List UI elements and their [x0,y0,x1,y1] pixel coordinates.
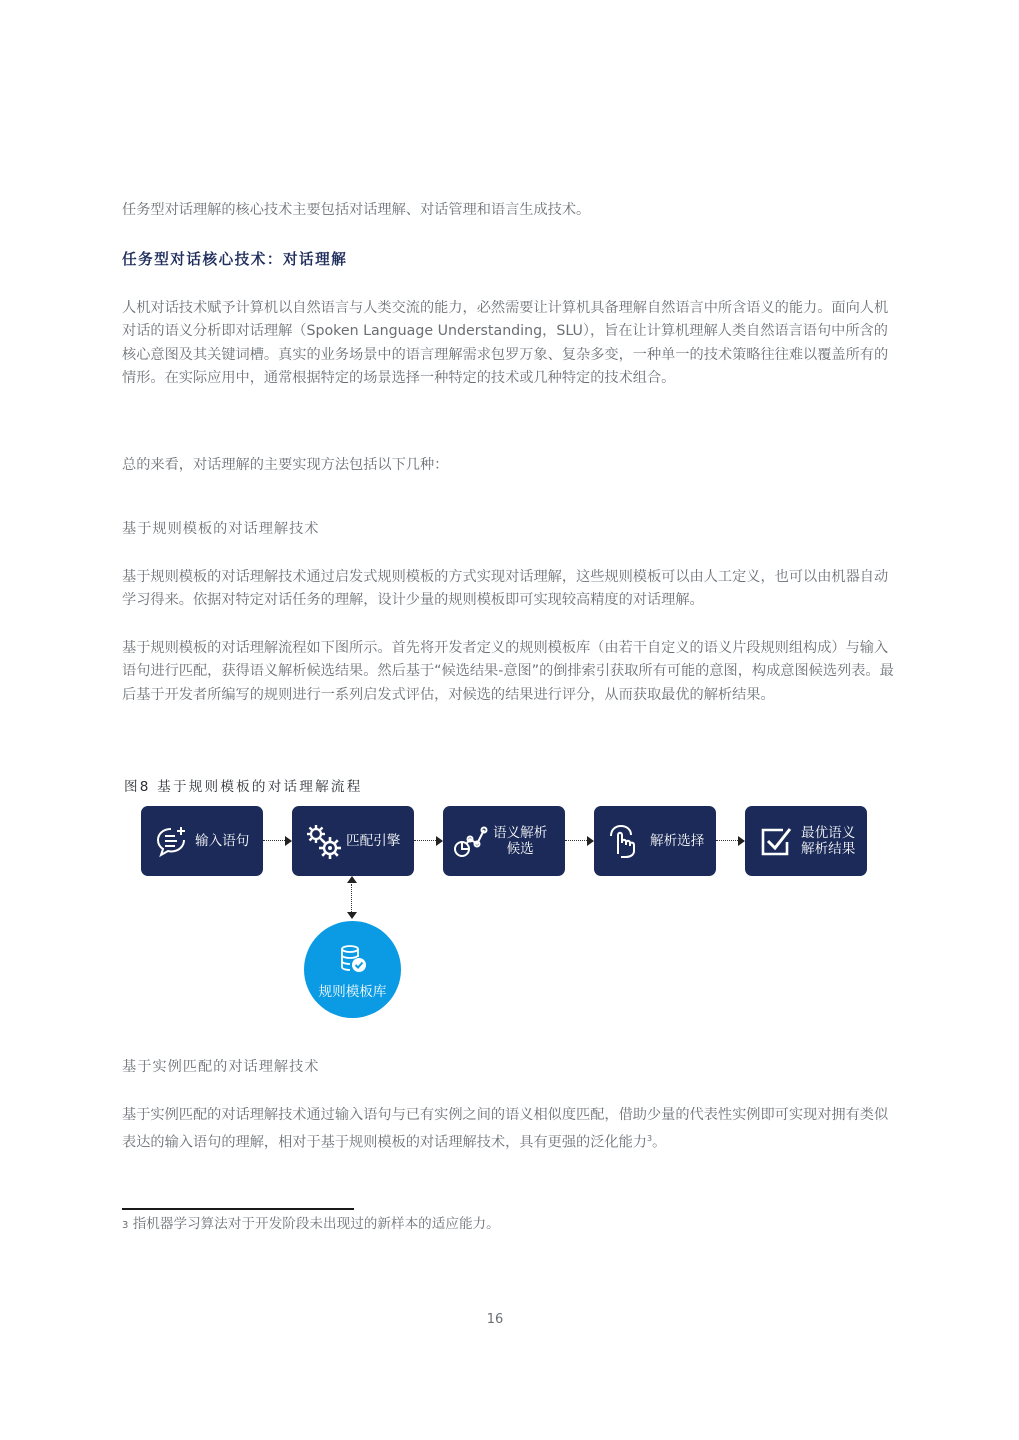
footnote [122,1212,500,1232]
analytics-icon [453,824,489,858]
vertical-connector [351,884,352,914]
flow-step-label: 最优语义 [801,825,856,841]
flow-step-label: 输入语句 [195,833,250,849]
database-check-icon [339,944,367,974]
arrow-right-icon [285,836,292,846]
footnote-divider [122,1208,354,1210]
flow-connector [263,840,285,841]
section-heading: 任务型对话核心技术：对话理解 [122,251,348,268]
paragraph-rule-flow: 基于规则模板的对话理解流程如下图所示。首先将开发者定义的规则模板库（由若干自定义的语义片段规则组构成）与输入语句进行匹配，获得语义解析候选结果。然后基于“候选结果-意图”的倒排索引获取所有可能的意图，构成意图候选列表。最后基于开发者所编写的规则进行一系列启发式评估，对候选的结果进行评分，从而获取最优的解析结果。 [122,640,894,703]
flow-step-input [141,806,263,876]
flow-step-label-line2: 候选 [506,841,534,857]
gears-icon [304,821,346,861]
flow-step-candidates [443,806,565,876]
flow-step-result [745,806,867,876]
paragraph-slu: 人机对话技术赋予计算机以自然语言与人类交流的能力，必然需要让计算机具备理解自然语言中所含语义的能力。面向人机对话的语义分析即对话理解（Spoken Language Understanding，SLU），旨在让计算机理解人类自然语言语句中所含的核心意图及其关键词槽。真实的业务场景中的语言理解需求包罗万象、复杂多变，一种单一的技术策略往往难以覆盖所有的情形。在实际应用中，通常根据特定的场景选择一种特定的技术或几种特定的技术组合。 [122,300,889,387]
footnote-text: 指机器学习算法对于开发阶段未出现过的新样本的适应能力。 [132,1216,500,1232]
arrow-up-icon [347,876,357,883]
figure-caption: 图8 基于规则模板的对话理解流程 [124,779,363,795]
paragraph-instance-matching: 基于实例匹配的对话理解技术通过输入语句与已有实例之间的语义相似度匹配，借助少量的代表性实例即可实现对拥有类似表达的输入语句的理解，相对于基于规则模板的对话理解技术，具有更强的泛化能力$^3$。 [122,1107,889,1152]
checkbox-icon [759,824,793,858]
rule-template-db-node [304,921,401,1018]
arrow-down-icon [347,912,357,919]
flow-step-label: 匹配引擎 [346,833,401,849]
flow-step-label: 解析选择 [650,833,705,849]
footnote-ref[interactable]: 3 [646,1134,653,1144]
arrow-right-icon [587,836,594,846]
flow-connector [716,840,738,841]
subheading-rule-template: 基于规则模板的对话理解技术 [122,521,320,537]
flow-step-selection [594,806,716,876]
arrow-right-icon [436,836,443,846]
flow-step-engine [292,806,414,876]
paragraph-rule-template: 基于规则模板的对话理解技术通过启发式规则模板的方式实现对话理解，这些规则模板可以由人工定义，也可以由机器自动学习得来。依据对特定对话任务的理解，设计少量的规则模板即可实现较高精度的对话理解。 [122,569,889,609]
intro-paragraph: 任务型对话理解的核心技术主要包括对话理解、对话管理和语言生成技术。 [122,202,591,218]
flow-connector [414,840,436,841]
flow-step-label: 语义解析 [493,825,548,841]
chat-list-icon [155,824,189,858]
arrow-right-icon [738,836,745,846]
flow-connector [565,840,587,841]
footnote-number: 3 [122,1220,129,1231]
flow-step-label-line2: 解析结果 [801,841,856,857]
paragraph-methods: 总的来看，对话理解的主要实现方法包括以下几种： [122,457,449,473]
hand-select-icon [608,824,638,858]
subheading-instance-matching: 基于实例匹配的对话理解技术 [122,1059,320,1075]
rule-template-db-label: 规则模板库 [318,983,387,1000]
page-number: 16 [486,1312,504,1327]
